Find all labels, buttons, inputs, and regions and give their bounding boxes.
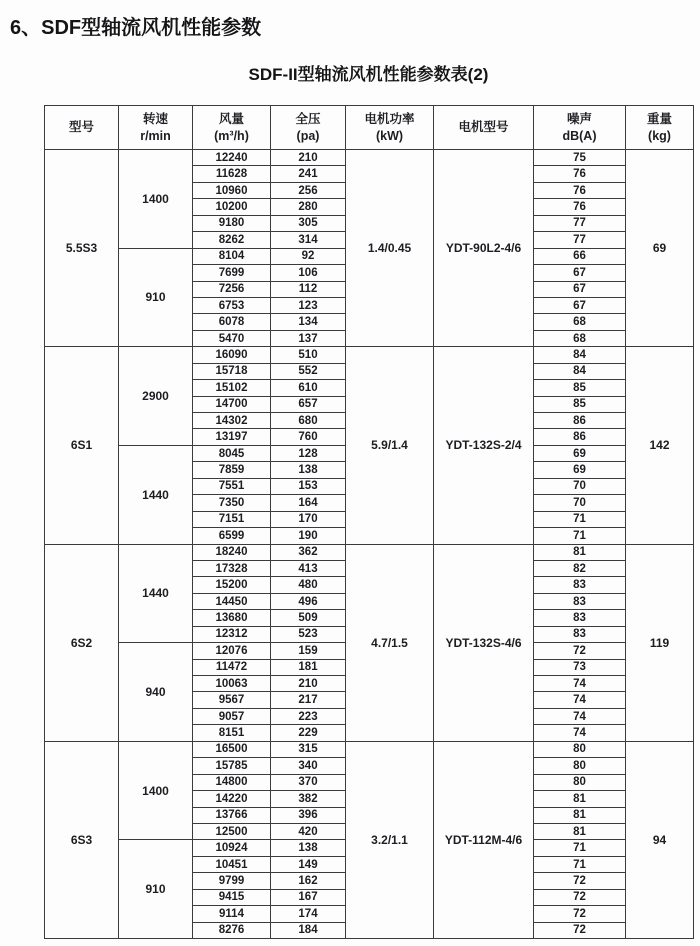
pressure-cell: 170 xyxy=(271,511,346,527)
performance-table xyxy=(44,105,694,939)
noise-cell: 81 xyxy=(534,791,626,807)
pressure-cell: 610 xyxy=(271,380,346,396)
noise-cell: 71 xyxy=(534,856,626,872)
power-cell: 3.2/1.1 xyxy=(346,741,434,938)
airflow-cell: 15102 xyxy=(193,380,271,396)
noise-cell: 83 xyxy=(534,626,626,642)
pressure-cell: 164 xyxy=(271,495,346,511)
pressure-cell: 159 xyxy=(271,643,346,659)
pressure-cell: 210 xyxy=(271,676,346,692)
airflow-cell: 8276 xyxy=(193,922,271,938)
speed-cell: 1400 xyxy=(119,150,193,249)
motor-model-cell: YDT-132S-4/6 xyxy=(434,544,534,741)
noise-cell: 80 xyxy=(534,758,626,774)
noise-cell: 71 xyxy=(534,511,626,527)
noise-cell: 71 xyxy=(534,840,626,856)
pressure-cell: 496 xyxy=(271,593,346,609)
airflow-cell: 13680 xyxy=(193,610,271,626)
noise-cell: 84 xyxy=(534,347,626,363)
noise-cell: 74 xyxy=(534,692,626,708)
noise-cell: 86 xyxy=(534,413,626,429)
pressure-cell: 112 xyxy=(271,281,346,297)
table-row xyxy=(45,544,694,560)
pressure-cell: 223 xyxy=(271,708,346,724)
pressure-cell: 162 xyxy=(271,873,346,889)
airflow-cell: 7699 xyxy=(193,265,271,281)
header-unit: r/min xyxy=(140,128,171,143)
speed-cell: 1440 xyxy=(119,544,193,643)
airflow-cell: 12076 xyxy=(193,643,271,659)
table-row xyxy=(45,347,694,363)
header-label: 风量 xyxy=(218,112,244,127)
pressure-cell: 241 xyxy=(271,166,346,182)
airflow-cell: 9114 xyxy=(193,906,271,922)
motor-model-cell: YDT-132S-2/4 xyxy=(434,347,534,544)
airflow-cell: 15785 xyxy=(193,758,271,774)
pressure-cell: 174 xyxy=(271,906,346,922)
airflow-cell: 13766 xyxy=(193,807,271,823)
header-unit: (m³/h) xyxy=(214,128,249,143)
airflow-cell: 13197 xyxy=(193,429,271,445)
pressure-cell: 123 xyxy=(271,297,346,313)
pressure-cell: 523 xyxy=(271,626,346,642)
pressure-cell: 480 xyxy=(271,577,346,593)
table-title: SDF-II型轴流风机性能参数表(2) xyxy=(248,65,489,84)
table-body xyxy=(45,150,694,939)
noise-cell: 76 xyxy=(534,182,626,198)
pressure-cell: 680 xyxy=(271,413,346,429)
noise-cell: 69 xyxy=(534,445,626,461)
noise-cell: 81 xyxy=(534,807,626,823)
noise-cell: 76 xyxy=(534,166,626,182)
airflow-cell: 9567 xyxy=(193,692,271,708)
airflow-cell: 9180 xyxy=(193,215,271,231)
header-label: 型号 xyxy=(68,120,94,135)
noise-cell: 72 xyxy=(534,922,626,938)
speed-cell: 2900 xyxy=(119,347,193,446)
power-cell: 4.7/1.5 xyxy=(346,544,434,741)
airflow-cell: 10200 xyxy=(193,199,271,215)
pressure-cell: 509 xyxy=(271,610,346,626)
noise-cell: 77 xyxy=(534,232,626,248)
pressure-cell: 305 xyxy=(271,215,346,231)
header-label: 重量 xyxy=(646,112,672,127)
airflow-cell: 14800 xyxy=(193,774,271,790)
noise-cell: 72 xyxy=(534,906,626,922)
pressure-cell: 420 xyxy=(271,823,346,839)
pressure-cell: 370 xyxy=(271,774,346,790)
airflow-cell: 15200 xyxy=(193,577,271,593)
noise-cell: 68 xyxy=(534,330,626,346)
header-label: 全压 xyxy=(295,112,321,127)
noise-cell: 85 xyxy=(534,380,626,396)
header-unit: dB(A) xyxy=(562,128,597,143)
noise-cell: 69 xyxy=(534,462,626,478)
noise-cell: 80 xyxy=(534,741,626,757)
pressure-cell: 760 xyxy=(271,429,346,445)
airflow-cell: 8104 xyxy=(193,248,271,264)
airflow-cell: 15718 xyxy=(193,363,271,379)
header-unit: (pa) xyxy=(296,128,320,143)
noise-cell: 84 xyxy=(534,363,626,379)
pressure-cell: 396 xyxy=(271,807,346,823)
pressure-cell: 184 xyxy=(271,922,346,938)
noise-cell: 73 xyxy=(534,659,626,675)
speed-cell: 910 xyxy=(119,248,193,347)
airflow-cell: 11628 xyxy=(193,166,271,182)
noise-cell: 82 xyxy=(534,560,626,576)
airflow-cell: 9057 xyxy=(193,708,271,724)
header-label: 电机功率 xyxy=(364,112,415,127)
pressure-cell: 128 xyxy=(271,445,346,461)
noise-cell: 72 xyxy=(534,873,626,889)
header-label: 电机型号 xyxy=(458,120,509,135)
noise-cell: 85 xyxy=(534,396,626,412)
column-header-airflow xyxy=(193,106,271,150)
noise-cell: 70 xyxy=(534,495,626,511)
pressure-cell: 510 xyxy=(271,347,346,363)
table-row xyxy=(45,150,694,166)
airflow-cell: 5470 xyxy=(193,330,271,346)
pressure-cell: 280 xyxy=(271,199,346,215)
noise-cell: 71 xyxy=(534,528,626,544)
weight-cell: 94 xyxy=(626,741,694,938)
noise-cell: 70 xyxy=(534,478,626,494)
model-cell: 6S2 xyxy=(45,544,119,741)
column-header-weight xyxy=(626,106,694,150)
airflow-cell: 6753 xyxy=(193,297,271,313)
airflow-cell: 6599 xyxy=(193,528,271,544)
model-cell: 6S1 xyxy=(45,347,119,544)
airflow-cell: 14302 xyxy=(193,413,271,429)
airflow-cell: 18240 xyxy=(193,544,271,560)
motor-model-cell: YDT-90L2-4/6 xyxy=(434,150,534,347)
noise-cell: 76 xyxy=(534,199,626,215)
airflow-cell: 7256 xyxy=(193,281,271,297)
airflow-cell: 10960 xyxy=(193,182,271,198)
pressure-cell: 190 xyxy=(271,528,346,544)
noise-cell: 74 xyxy=(534,676,626,692)
airflow-cell: 10924 xyxy=(193,840,271,856)
airflow-cell: 14220 xyxy=(193,791,271,807)
model-cell: 5.5S3 xyxy=(45,150,119,347)
airflow-cell: 7551 xyxy=(193,478,271,494)
airflow-cell: 6078 xyxy=(193,314,271,330)
pressure-cell: 138 xyxy=(271,462,346,478)
pressure-cell: 134 xyxy=(271,314,346,330)
header-label: 转速 xyxy=(142,112,168,127)
header-label: 噪声 xyxy=(566,112,592,127)
pressure-cell: 552 xyxy=(271,363,346,379)
speed-cell: 940 xyxy=(119,643,193,742)
noise-cell: 66 xyxy=(534,248,626,264)
weight-cell: 142 xyxy=(626,347,694,544)
pressure-cell: 217 xyxy=(271,692,346,708)
noise-cell: 83 xyxy=(534,610,626,626)
airflow-cell: 7859 xyxy=(193,462,271,478)
model-cell: 6S3 xyxy=(45,741,119,938)
pressure-cell: 340 xyxy=(271,758,346,774)
pressure-cell: 315 xyxy=(271,741,346,757)
airflow-cell: 16500 xyxy=(193,741,271,757)
pressure-cell: 137 xyxy=(271,330,346,346)
noise-cell: 83 xyxy=(534,593,626,609)
power-cell: 1.4/0.45 xyxy=(346,150,434,347)
pressure-cell: 138 xyxy=(271,840,346,856)
pressure-cell: 229 xyxy=(271,725,346,741)
noise-cell: 67 xyxy=(534,265,626,281)
pressure-cell: 149 xyxy=(271,856,346,872)
noise-cell: 86 xyxy=(534,429,626,445)
table-row xyxy=(45,741,694,757)
noise-cell: 67 xyxy=(534,297,626,313)
noise-cell: 80 xyxy=(534,774,626,790)
airflow-cell: 7151 xyxy=(193,511,271,527)
pressure-cell: 382 xyxy=(271,791,346,807)
speed-cell: 1440 xyxy=(119,445,193,544)
column-header-speed xyxy=(119,106,193,150)
noise-cell: 77 xyxy=(534,215,626,231)
pressure-cell: 413 xyxy=(271,560,346,576)
pressure-cell: 167 xyxy=(271,889,346,905)
pressure-cell: 657 xyxy=(271,396,346,412)
airflow-cell: 17328 xyxy=(193,560,271,576)
airflow-cell: 8262 xyxy=(193,232,271,248)
pressure-cell: 181 xyxy=(271,659,346,675)
airflow-cell: 14450 xyxy=(193,593,271,609)
weight-cell: 69 xyxy=(626,150,694,347)
airflow-cell: 14700 xyxy=(193,396,271,412)
header-unit: (kW) xyxy=(375,128,404,143)
noise-cell: 72 xyxy=(534,889,626,905)
speed-cell: 1400 xyxy=(119,741,193,840)
column-header-motor-power xyxy=(346,106,434,150)
pressure-cell: 210 xyxy=(271,150,346,166)
column-header-model xyxy=(45,106,119,150)
motor-model-cell: YDT-112M-4/6 xyxy=(434,741,534,938)
noise-cell: 68 xyxy=(534,314,626,330)
column-header-noise xyxy=(534,106,626,150)
noise-cell: 74 xyxy=(534,725,626,741)
airflow-cell: 12500 xyxy=(193,823,271,839)
speed-cell: 910 xyxy=(119,840,193,939)
pressure-cell: 362 xyxy=(271,544,346,560)
airflow-cell: 10063 xyxy=(193,676,271,692)
noise-cell: 81 xyxy=(534,544,626,560)
airflow-cell: 9799 xyxy=(193,873,271,889)
airflow-cell: 7350 xyxy=(193,495,271,511)
noise-cell: 83 xyxy=(534,577,626,593)
column-header-pressure xyxy=(271,106,346,150)
pressure-cell: 256 xyxy=(271,182,346,198)
pressure-cell: 106 xyxy=(271,265,346,281)
weight-cell: 119 xyxy=(626,544,694,741)
page-title: 6、SDF型轴流风机性能参数 xyxy=(10,17,262,39)
airflow-cell: 9415 xyxy=(193,889,271,905)
airflow-cell: 12312 xyxy=(193,626,271,642)
power-cell: 5.9/1.4 xyxy=(346,347,434,544)
airflow-cell: 8045 xyxy=(193,445,271,461)
noise-cell: 67 xyxy=(534,281,626,297)
pressure-cell: 92 xyxy=(271,248,346,264)
noise-cell: 72 xyxy=(534,643,626,659)
noise-cell: 81 xyxy=(534,823,626,839)
header-row xyxy=(45,106,694,150)
column-header-motor-model xyxy=(434,106,534,150)
header-unit: (kg) xyxy=(648,128,671,143)
airflow-cell: 16090 xyxy=(193,347,271,363)
airflow-cell: 10451 xyxy=(193,856,271,872)
pressure-cell: 314 xyxy=(271,232,346,248)
noise-cell: 74 xyxy=(534,708,626,724)
airflow-cell: 11472 xyxy=(193,659,271,675)
noise-cell: 75 xyxy=(534,150,626,166)
airflow-cell: 8151 xyxy=(193,725,271,741)
airflow-cell: 12240 xyxy=(193,150,271,166)
pressure-cell: 153 xyxy=(271,478,346,494)
